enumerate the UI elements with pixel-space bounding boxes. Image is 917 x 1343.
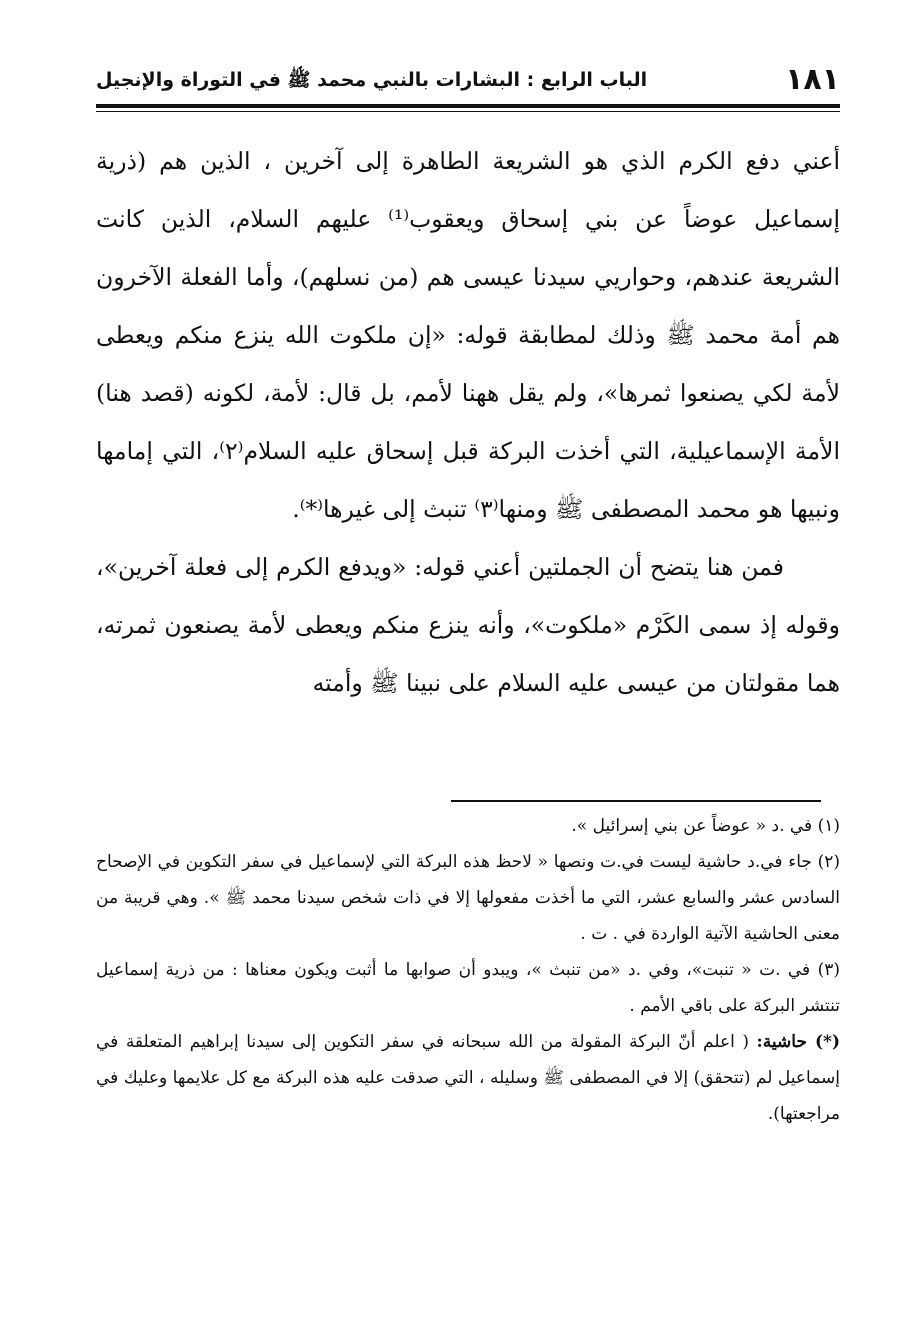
footnote-star-text: ( اعلم أنّ البركة المقولة من الله سبحانه في سفر التكوين إلى سيدنا إبراهيم المتعلقة في إسماعيل لم (تتحقق) إلا في المصطفى ﷺ وسليله ، التي صدقت عليه هذه البركة مع كل علايمها وعليك في مراجعتها). (96, 1032, 840, 1124)
running-title: الباب الرابع : البشارات بالنبي محمد ﷺ في التوراة والإنجيل (96, 69, 648, 91)
header-rule-thick (96, 104, 840, 108)
main-text (96, 132, 840, 712)
footnote-3: (٣) في .ت « تنبت»، وفي .د «من تنبث »، ويبدو أن صوابها ما أثبت ويكون معناها : من ذرية إسماعيل تنتشر البركة على باقي الأمم . (96, 960, 840, 1016)
header-rule-thin (96, 111, 840, 112)
page-header (96, 58, 840, 102)
footnote-separator (451, 800, 821, 802)
footnote-1: (١) في .د « عوضاً عن بني إسرائيل ». (571, 816, 840, 836)
paragraph-1: أعني دفع الكرم الذي هو الشريعة الطاهرة إلى آخرين ، الذين هم (ذرية إسماعيل عوضاً عن بني إسحاق ويعقوب⁽¹⁾ عليهم السلام، الذين كانت الشريعة عندهم، وحواريي سيدنا عيسى هم (من نسلهم)، وأما الفعلة الآخرون هم أمة محمد ﷺ وذلك لمطابقة قوله: «إن ملكوت الله ينزع منكم ويعطى لأمة لكي يصنعوا ثمرها»، ولم يقل ههنا لأمم، بل قال: لأمة، لكونه (قصد هنا) الأمة الإسماعيلية، التي أخذت البركة قبل إسحاق عليه السلام⁽٢⁾، التي إمامها ونبيها هو محمد المصطفى ﷺ ومنها⁽٣⁾ تنبث إلى غيرها⁽*⁾. (96, 147, 840, 523)
footnote-2: (٢) جاء في.د حاشية ليست في.ت ونصها « لاحظ هذه البركة التي لإسماعيل في سفر التكوين في الإصحاح السادس عشر والسابع عشر، التي ما أخذت مفعولها إلا في ذات شخص سيدنا محمد ﷺ ». وهي قريبة من معنى الحاشية الآتية الواردة في . ت . (96, 852, 840, 944)
footnote-star (96, 1024, 840, 1132)
paragraph-2: فمن هنا يتضح أن الجملتين أعني قوله: «ويدفع الكرم إلى فعلة آخرين»، وقوله إذ سمى الكَرْم «ملكوت»، وأنه ينزع منكم ويعطى لأمة يصنعون ثمرته، هما مقولتان من عيسى عليه السلام على نبينا ﷺ وأمته (96, 553, 840, 697)
page-number: ١٨١ (785, 62, 840, 97)
footnotes (96, 808, 840, 1132)
footnote-star-label: (*) حاشية: (756, 1032, 840, 1052)
